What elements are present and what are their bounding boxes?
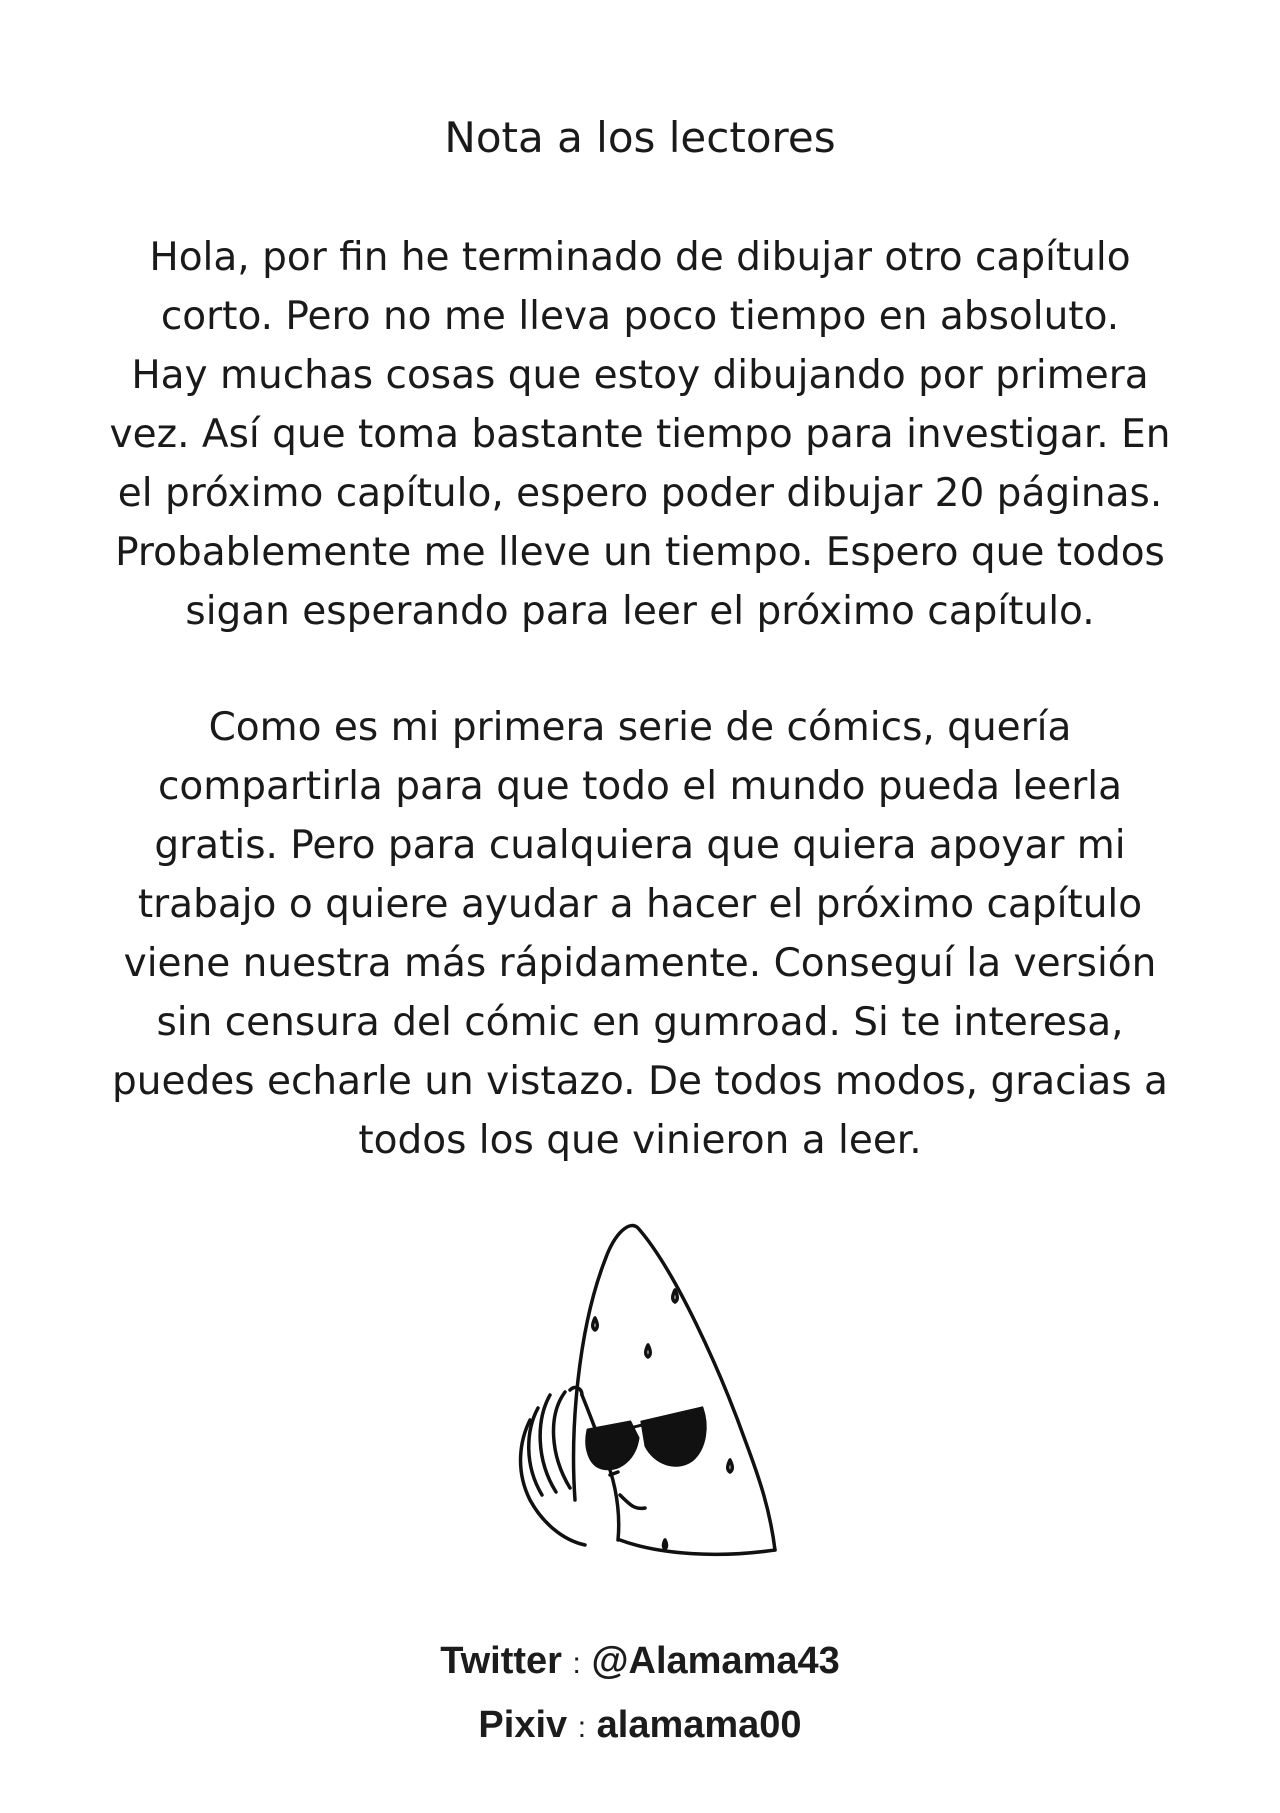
paragraph-line: Probablemente me lleve un tiempo. Espero que todos [115,530,1165,575]
pixiv-label: Pixiv [478,1704,568,1746]
twitter-contact [0,1636,1280,1689]
twitter-handle: @Alamama43 [591,1640,840,1682]
paragraph-line: Hay muchas cosas que estoy dibujando por primera [131,353,1149,398]
paragraph-line: compartirla para que todo el mundo pueda leerla [157,764,1123,809]
paragraph-line: Como es mi primera serie de cómics, quería [208,705,1072,750]
pixiv-separator: : [577,1711,587,1744]
paragraph-line: el próximo capítulo, espero poder dibujar 20 páginas. [117,471,1163,516]
note-paragraph-1 [60,228,1220,641]
paragraph-line: Hola, por fin he terminado de dibujar otro capítulo [149,235,1131,280]
paragraph-line: sin censura del cómic en gumroad. Si te interesa, [156,1000,1124,1045]
paragraph-line: trabajo o quiere ayudar a hacer el próximo capítulo [137,882,1143,927]
twitter-label: Twitter [440,1640,562,1682]
twitter-separator: : [572,1647,581,1680]
praying-character-with-sunglasses-icon [470,1210,830,1580]
paragraph-line: viene nuestra más rápidamente. Conseguí la versión [123,941,1157,986]
paragraph-line: todos los que vinieron a leer. [358,1118,922,1163]
paragraph-line: vez. Así que toma bastante tiempo para investigar. En [109,412,1171,457]
paragraph-line: gratis. Pero para cualquiera que quiera apoyar mi [154,823,1126,868]
pixiv-handle: alamama00 [596,1704,802,1746]
pixiv-contact [0,1700,1280,1753]
paragraph-line: sigan esperando para leer el próximo capítulo. [185,589,1095,634]
paragraph-line: puedes echarle un vistazo. De todos modos, gracias a [112,1059,1168,1104]
note-title: Nota a los lectores [444,113,836,162]
note-paragraph-2 [60,698,1220,1170]
paragraph-line: corto. Pero no me lleva poco tiempo en absoluto. [160,294,1120,339]
